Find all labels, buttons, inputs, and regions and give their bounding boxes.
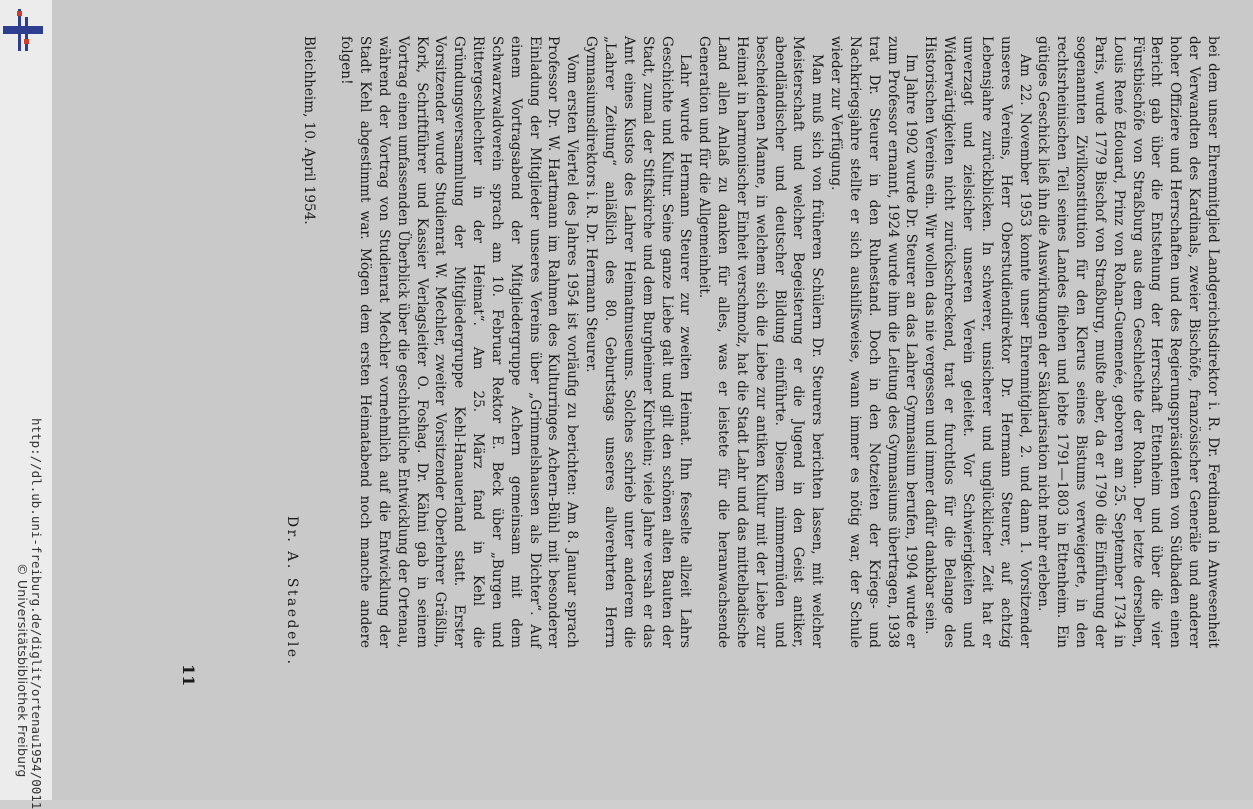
document-text xyxy=(300,36,1223,648)
paragraph: bei dem unser Ehrenmitglied Landgerichtsdirektor i. R. Dr. Ferdinand in Anwesenheit der Verwandten des Kardinals, zweier Bischöfe, französischer Generäle und anderer hoher Offiziere und Herrschaften und des Regierungspräsidenten von Südbaden einen Bericht gab über die Entstehung der Herrschaft Ettenheim und über die vier Fürstbischöfe von Straßburg aus dem Geschlechte der Rohan. Der letzte derselben, Louis René Edouard, Prinz von Rohan-Guemenée, geboren am 25. September 1734 in Paris, wurde 1779 Bischof von Straßburg, mußte aber, da er 1790 die Einführung der sogenannten Zivilkonstitution für den Klerus seines Bistums verweigerte, in den rechtsrheinischen Teil seines Landes fliehen und lebte 1791—1803 in Ettenheim. Ein gütiges Geschick ließ ihn die Auswirkungen der Säkularisation nicht mehr erleben. xyxy=(1035,36,1221,648)
scanned-page xyxy=(52,0,1253,800)
page-number: 11 xyxy=(179,664,198,687)
paragraph: Vom ersten Viertel des Jahres 1954 ist vorläufig zu berichten: Am 8. Januar sprach Professor Dr. W. Hartmann im Rahmen des Kulturringes Achern-Bühl mit besonderer Einladung der Mitglieder unseres Vereins über „Grimmelshausen als Dichter“. Auf einem Vortragsabend der Mitgliedergruppe Achern gemeinsam mit dem Schwarzwaldverein sprach am 10. Februar Rektor E. Beck über „Burgen und Rittergeschlechter in der Heimat“. Am 25. März fand in Kehl die Gründungsversammlung der Mitgliedergruppe Kehl-Hanauerland statt. Erster Vorsitzender wurde Studienrat W. Mechler, zweiter Vorsitzender Oberlehrer Gräßlin, Kork, Schriftführer und Kassier Verlagsleiter O. Foshag. Dr. Kähni gab in seinem Vortrag einen umfassenden Überblick über die geschichtliche Entwicklung der Ortenau, während der Vortrag von Studienrat Mechler vornehmlich auf die Entwicklung der Stadt Kehl abgestimmt war. Mögen dem ersten Heimatabend noch manche andere folgen! xyxy=(338,36,581,648)
paragraph: Man muß sich von früheren Schülern Dr. Steurers berichten lassen, mit welcher Meisterschaft und welcher Begeisterung er die Jugend in den Geist antiker, abendländischer und deutscher Bildung einführte. Diesem nimmermüden und bescheidenen Manne, in welchem sich die Liebe zur antiken Kultur mit der Liebe zur Heimat in harmonischer Einheit verschmolz, hat die Stadt Lahr und das mittelbadische Land allen Anlaß zu danken für alles, was er leistete für die heranwachsende Generation und für die Allgemeinheit. xyxy=(696,36,826,648)
viewer-margin xyxy=(0,0,52,809)
source-url: http://dl.ub.uni-freiburg.de/diglit/ortenau1954/0011 xyxy=(29,418,44,809)
paragraph: Im Jahre 1902 wurde Dr. Steurer an das Lahrer Gymnasium berufen, 1904 wurde er zum Professor ernannt, 1924 wurde ihm die Leitung des Gymnasiums übertragen, 1938 trat Dr. Steurer in den Ruhestand. Doch in den Notzeiten der Kriegs- und Nachkriegsjahre stellte er sich aushilfsweise, wann immer es nötig war, der Schule wieder zur Verfügung. xyxy=(828,36,920,648)
paragraph: Lahr wurde Hermann Steurer zur zweiten Heimat. Ihn fesselte allzeit Lahrs Geschichte und Kultur. Seine ganze Liebe galt und gilt den schönen alten Bauten der Stadt, zumal der Stiftskirche und dem Burgheimer Kirchlein; viele Jahre versah er das Amt eines Kustos des Lahrer Heimatmuseums. Solches schrieb unter anderem die „Lahrer Zeitung“ anläßlich des 80. Geburtstags unseres allverehrten Herrn Gymnasiumsdirektors i. R. Dr. Hermann Steurer. xyxy=(583,36,694,648)
place-date: Bleichheim, 10. April 1954. xyxy=(301,36,318,225)
author-signature: Dr. A. Staedele. xyxy=(284,516,300,667)
paragraph: Am 22. November 1953 konnte unser Ehrenmitglied, 2. und dann 1. Vorsitzender unseres Vereins, Herr Oberstudiendirektor Dr. Hermann Steurer, auf achtzig Lebensjahre zurückblicken. In schwerer, unsicherer und unglücklicher Zeit hat er unverzagt und zielsicher unseren Verein geleitet. Vor Schwierigkeiten und Widerwärtigkeiten nicht zurückschreckend, trat er furchtlos für die Belange des Historischen Vereins ein. Wir wollen das nie vergessen und immer dafür dankbar sein. xyxy=(922,36,1033,648)
copyright-notice: © Universitätsbibliothek Freiburg xyxy=(15,563,30,778)
library-logo-icon xyxy=(3,9,43,51)
